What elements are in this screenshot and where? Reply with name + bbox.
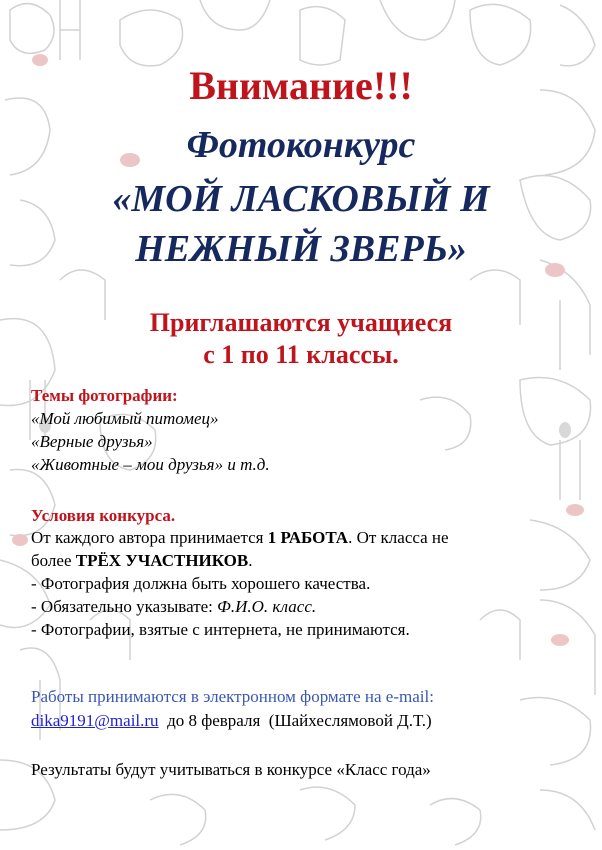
rule-italic: Ф.И.О. класс. (217, 597, 317, 616)
conditions-text: От каждого автора принимается (31, 528, 268, 547)
topic-item: «Мой любимый питомец» (31, 409, 219, 428)
attention-heading: Внимание!!! (189, 63, 413, 108)
topic-item: «Животные – мои друзья» и т.д. (31, 455, 270, 474)
rule-no-internet: - Фотографии, взятые с интернета, не принимаются. (31, 620, 410, 639)
results-note: Результаты будут учитываться в конкурсе «Класс года» (31, 760, 431, 779)
topic-item: «Верные друзья» (31, 432, 153, 451)
submission-line-1: Работы принимаются в электронном формате на e-mail: (31, 687, 434, 706)
contest-name-line-1: «МОЙ ЛАСКОВЫЙ И (112, 178, 490, 220)
invitation-line-2: с 1 по 11 классы. (203, 340, 399, 369)
conditions-text: более (31, 551, 76, 570)
rule-quality: - Фотография должна быть хорошего качества. (31, 574, 371, 593)
topics-heading: Темы фотографии: (31, 386, 178, 405)
submission-deadline: до 8 февраля (Шайхеслямовой Д.Т.) (158, 711, 432, 730)
email-link[interactable]: dika9191@mail.ru (31, 711, 159, 730)
conditions-text: . (248, 551, 253, 570)
conditions-line-2 (31, 550, 253, 572)
conditions-heading: Условия конкурса. (31, 506, 176, 525)
rule-text: - Обязательно указывате: (31, 597, 218, 616)
conditions-bold: 1 РАБОТА (267, 528, 349, 547)
conditions-text: . От класса не (348, 528, 449, 547)
invitation-line-1: Приглашаются учащиеся (149, 308, 453, 337)
conditions-bold: ТРЁХ УЧАСТНИКОВ (75, 551, 249, 570)
rule-name-class (31, 596, 316, 618)
contest-type-heading: Фотоконкурс (186, 124, 416, 166)
submission-line-2 (31, 710, 432, 732)
conditions-line-1 (31, 527, 449, 549)
contest-name-line-2: НЕЖНЫЙ ЗВЕРЬ» (135, 228, 467, 270)
